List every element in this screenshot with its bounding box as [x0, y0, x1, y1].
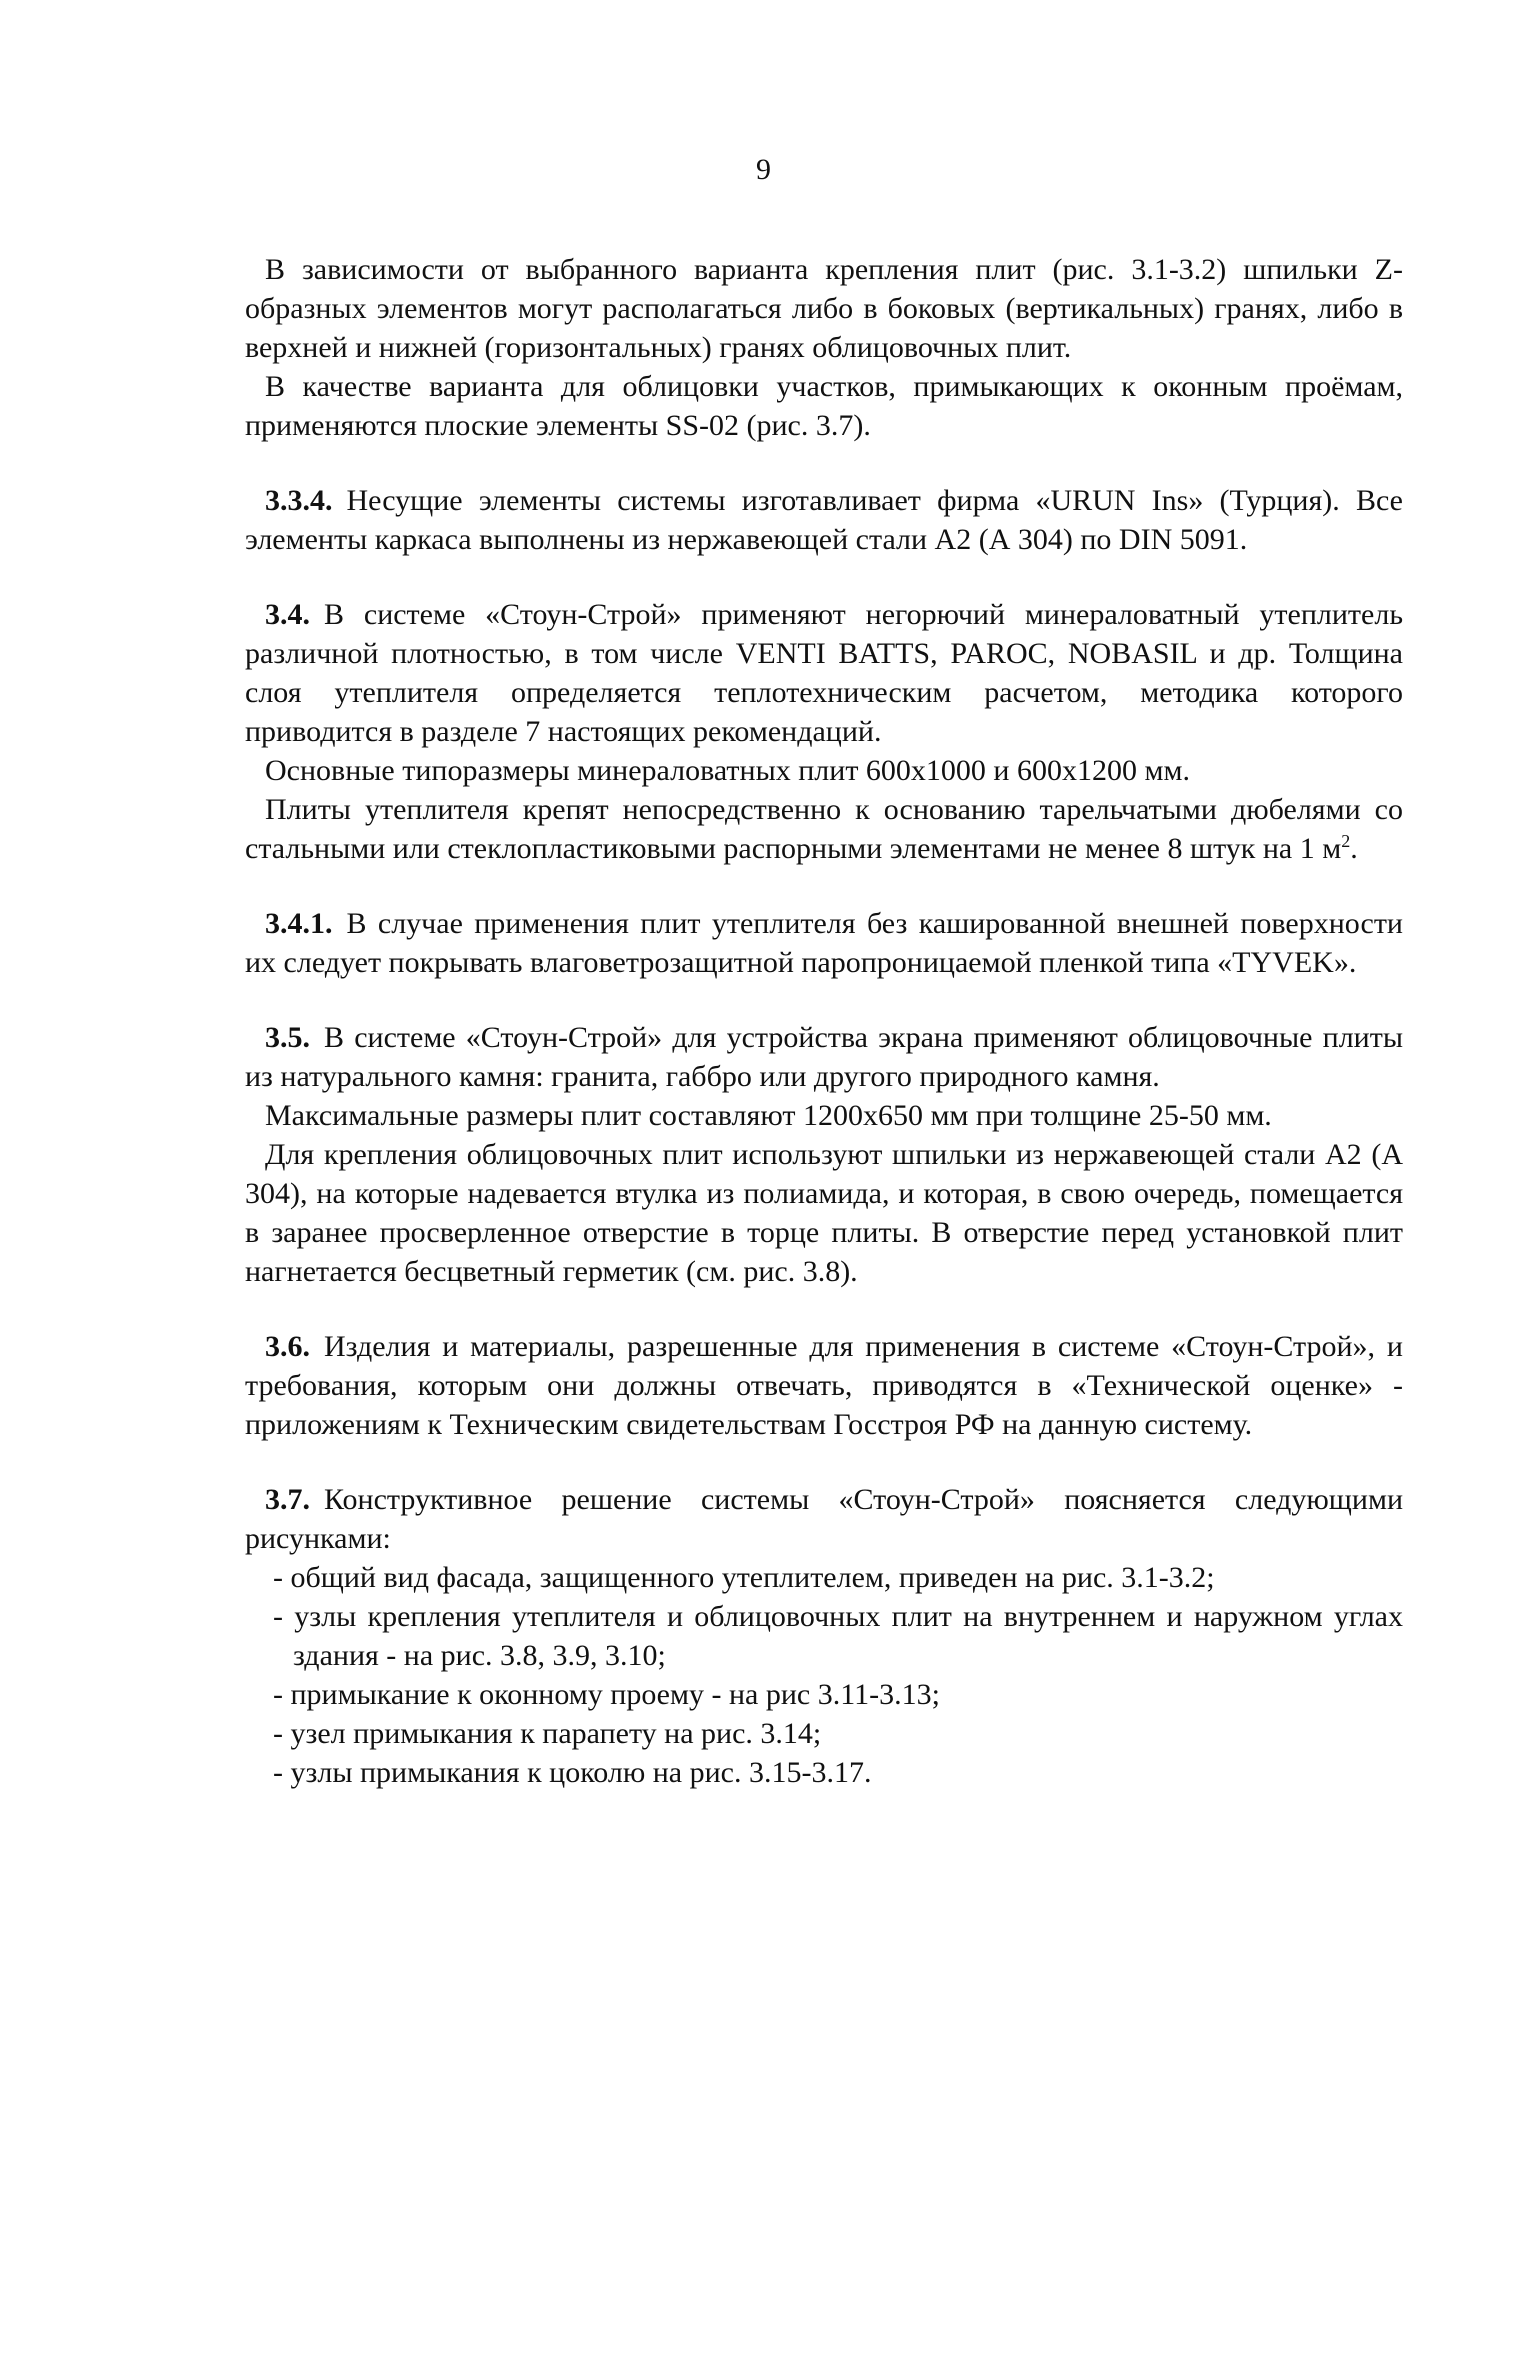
list-item: - узел примыкания к парапету на рис. 3.14;: [245, 1714, 1403, 1753]
section-number: 3.7.: [265, 1483, 310, 1516]
section-text: В системе «Стоун-Строй» для устройства экрана применяют облицовочные плиты из натурального камня: гранита, габбро или другого природного камня.: [245, 1021, 1403, 1093]
section-text: Изделия и материалы, разрешенные для применения в системе «Стоун-Строй», и требования, которым они должны отвечать, приводятся в «Технической оценке» - приложениям к Техническим свидетельствам Госстроя РФ на данную систему.: [245, 1330, 1403, 1441]
list-item: - узлы примыкания к цоколю на рис. 3.15-3.17.: [245, 1753, 1403, 1792]
figure-reference-list: [245, 1558, 1403, 1792]
paragraph-plate-fixing: Для крепления облицовочных плит используют шпильки из нержавеющей стали А2 (А 304), на которые надевается втулка из полиамида, и которая, в свою очередь, помещается в заранее просверленное отверстие в торце плиты. В отверстие перед установкой плит нагнетается бесцветный герметик (см. рис. 3.8).: [245, 1138, 1403, 1288]
section-3-4: [245, 595, 1403, 751]
section-text: Конструктивное решение системы «Стоун-Строй» поясняется следующими рисунками:: [245, 1483, 1403, 1555]
page-number: 9: [756, 153, 771, 186]
document-body: [245, 250, 1403, 1792]
section-text: Несущие элементы системы изготавливает фирма «URUN Ins» (Турция). Все элементы каркаса выполнены из нержавеющей стали А2 (А 304) по DIN 5091.: [245, 484, 1403, 556]
section-text: В случае применения плит утеплителя без кашированной внешней поверхности их следует покрывать влаговетрозащитной паропроницаемой пленкой типа «TYVEK».: [245, 907, 1403, 979]
paragraph-insulation-fixing: [245, 790, 1403, 868]
section-number: 3.4.1.: [265, 907, 333, 940]
section-number: 3.4.: [265, 598, 310, 631]
list-item: - общий вид фасада, защищенного утеплителем, приведен на рис. 3.1-3.2;: [245, 1558, 1403, 1597]
fixing-text-end: .: [1350, 832, 1358, 865]
paragraph-max-sizes: Максимальные размеры плит составляют 1200х650 мм при толщине 25-50 мм.: [265, 1099, 1272, 1132]
section-3-3-4: [245, 481, 1403, 559]
section-text: В системе «Стоун-Строй» применяют негорючий минераловатный утеплитель различной плотностью, в том числе VENTI BATTS, PAROC, NOBASIL и др. Толщина слоя утеплителя определяется теплотехническим расчетом, методика которого приводится в разделе 7 настоящих рекомендаций.: [245, 598, 1403, 748]
superscript-2: 2: [1341, 831, 1351, 851]
section-number: 3.3.4.: [265, 484, 333, 517]
section-number: 3.6.: [265, 1330, 310, 1363]
paragraph-window-cladding: В качестве варианта для облицовки участков, примыкающих к оконным проёмам, применяются плоские элементы SS-02 (рис. 3.7).: [245, 370, 1403, 442]
section-number: 3.5.: [265, 1021, 310, 1054]
list-item: - узлы крепления утеплителя и облицовочных плит на внутреннем и наружном углах здания - на рис. 3.8, 3.9, 3.10;: [245, 1597, 1403, 1675]
list-item: - примыкание к оконному проему - на рис 3.11-3.13;: [245, 1675, 1403, 1714]
section-3-5: [245, 1018, 1403, 1096]
paragraph-fastening-variants: В зависимости от выбранного варианта крепления плит (рис. 3.1-3.2) шпильки Z-образных элементов могут располагаться либо в боковых (вертикальных) гранях, либо в верхней и нижней (горизонтальных) гранях облицовочных плит.: [245, 253, 1403, 364]
section-3-4-1: [245, 904, 1403, 982]
section-3-7: [245, 1480, 1403, 1558]
fixing-text: Плиты утеплителя крепят непосредственно к основанию тарельчатыми дюбелями со стальными или стеклопластиковыми распорными элементами не менее 8 штук на 1 м: [245, 793, 1403, 865]
paragraph-insulation-sizes: Основные типоразмеры минераловатных плит 600х1000 и 600х1200 мм.: [265, 754, 1190, 787]
section-3-6: [245, 1327, 1403, 1444]
